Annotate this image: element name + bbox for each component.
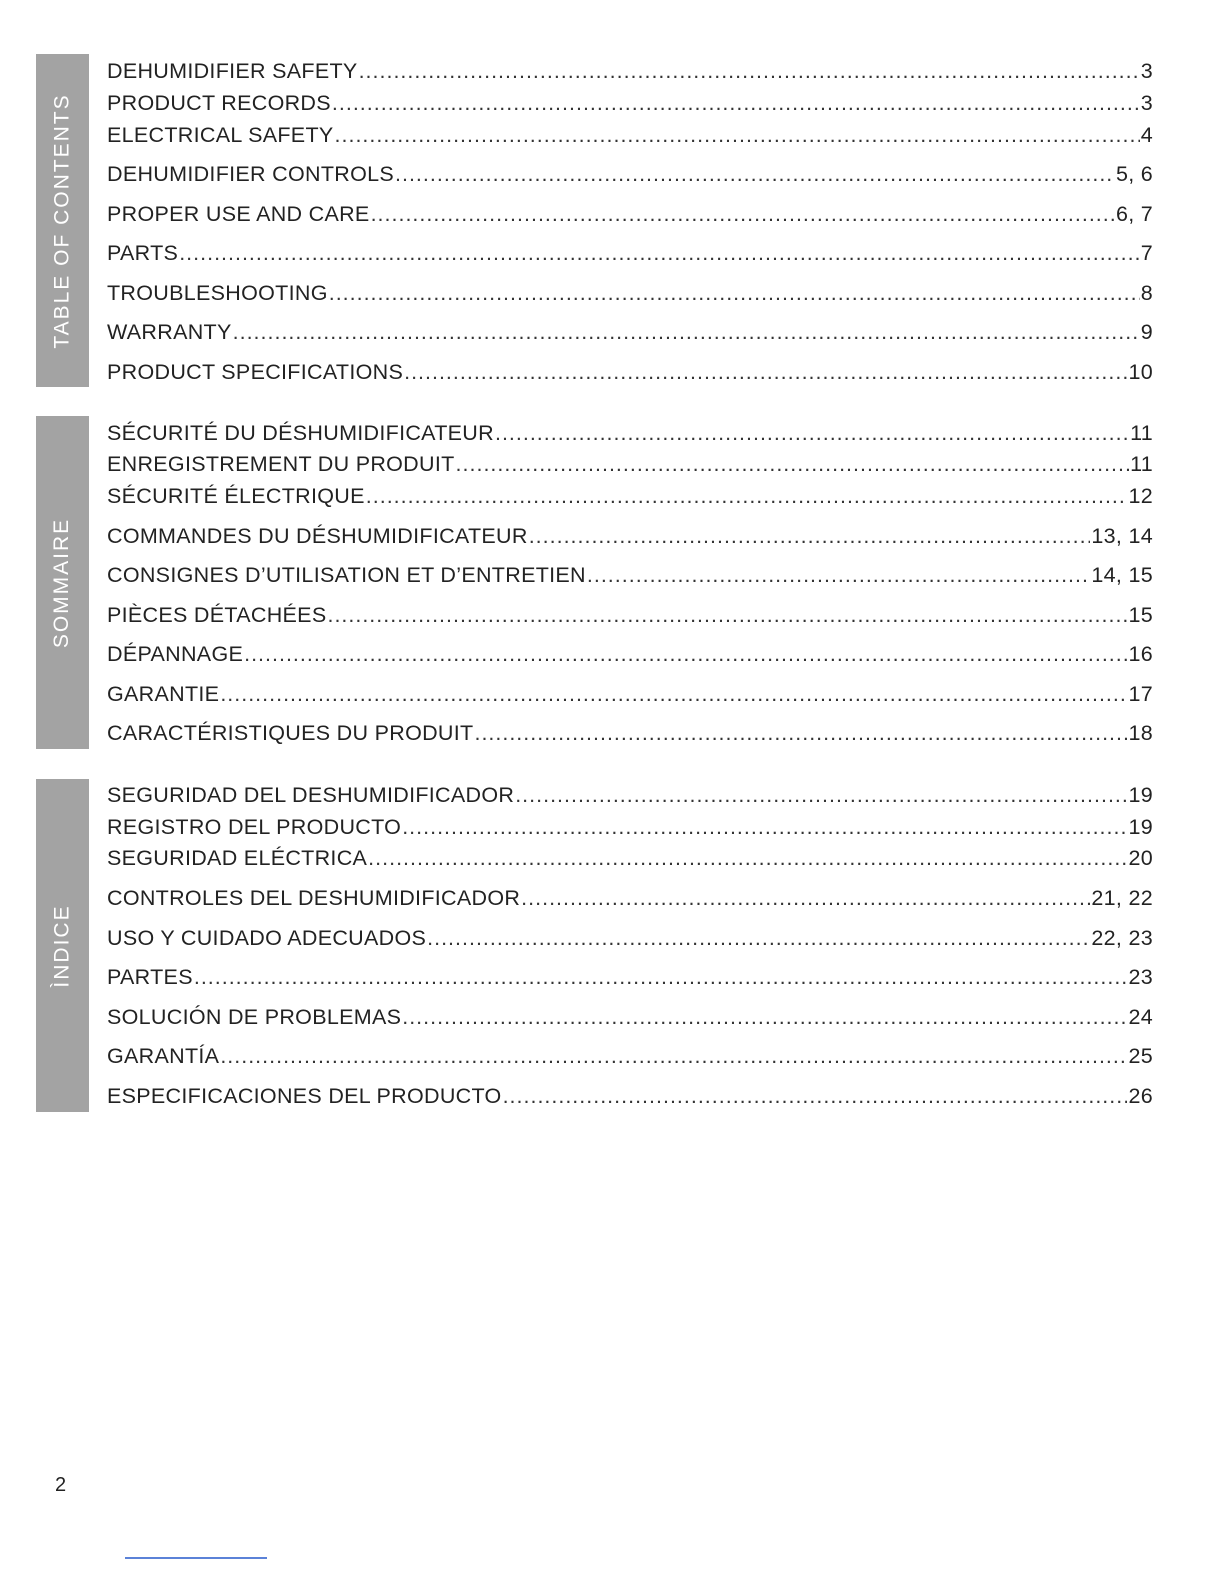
toc-entry-title: ESPECIFICACIONES DEL PRODUCTO [107,1084,502,1108]
toc-entry-title: DÉPANNAGE [107,642,244,666]
dot-leader [427,922,1090,954]
toc-entry-title: ENREGISTREMENT DU PRODUIT [107,452,455,476]
toc-entry-page: 13, 14 [1091,524,1153,548]
toc-entry-page: 16 [1128,642,1153,666]
toc-entry-title: PARTES [107,965,193,989]
toc-entry-title: DEHUMIDIFIER CONTROLS [107,162,395,186]
toc-entry-title: CONTROLES DEL DESHUMIDIFICADOR [107,886,521,910]
toc-entry-page: 22, 23 [1091,926,1153,950]
section-tab-label: SOMMAIRE [50,517,74,648]
toc-entry-page: 19 [1128,815,1153,839]
dot-leader [332,87,1140,119]
dot-leader [220,1040,1127,1072]
section-tab-label: ÌNDICE [50,903,74,988]
dot-leader [404,356,1127,388]
toc-entry[interactable] [107,237,1153,269]
toc-entry-page: 3 [1140,59,1153,83]
toc-entry[interactable] [107,316,1153,348]
toc-entry-page: 12 [1128,484,1153,508]
dot-leader [402,811,1127,843]
toc-entry-page: 23 [1128,965,1153,989]
toc-entry[interactable] [107,599,1153,631]
toc-entry-page: 15 [1128,603,1153,627]
toc-entry[interactable] [107,678,1153,710]
toc-entry-title: PARTS [107,241,179,265]
toc-entry-title: TROUBLESHOOTING [107,281,328,305]
toc-entry[interactable] [107,87,1153,119]
dot-leader [220,678,1127,710]
toc-entry-title: PRODUCT SPECIFICATIONS [107,360,404,384]
dot-leader [194,961,1128,993]
toc-entry-page: 14, 15 [1091,563,1153,587]
toc-entry[interactable] [107,448,1153,480]
toc-entry[interactable] [107,480,1153,512]
toc-entry-title: PROPER USE AND CARE [107,202,370,226]
dot-leader [366,480,1128,512]
toc-entry[interactable] [107,961,1153,993]
toc-entry[interactable] [107,55,1153,87]
toc-entry-title: SÉCURITÉ ÉLECTRIQUE [107,484,365,508]
toc-entry-page: 7 [1140,241,1153,265]
dot-leader [359,55,1140,87]
toc-section-spanish [36,779,1156,1112]
toc-entry-page: 17 [1128,682,1153,706]
toc-entry[interactable] [107,717,1153,749]
toc-entry-page: 4 [1140,123,1153,147]
toc-entry[interactable] [107,119,1153,151]
toc-entry-page: 8 [1140,281,1153,305]
toc-entry[interactable] [107,198,1153,230]
dot-leader [503,1080,1128,1112]
toc-entry[interactable] [107,1080,1153,1112]
dot-leader [244,638,1127,670]
toc-entry-title: SEGURIDAD DEL DESHUMIDIFICADOR [107,783,515,807]
section-tab [36,416,89,749]
toc-entry-title: REGISTRO DEL PRODUCTO [107,815,402,839]
toc-entry-title: SEGURIDAD ELÉCTRICA [107,846,368,870]
dot-leader [529,520,1091,552]
toc-entry[interactable] [107,779,1153,811]
toc-entry-title: COMMANDES DU DÉSHUMIDIFICATEUR [107,524,528,548]
toc-entry-title: SÉCURITÉ DU DÉSHUMIDIFICATEUR [107,421,494,445]
toc-entry-title: PRODUCT RECORDS [107,91,331,115]
dot-leader [371,198,1115,230]
dot-leader [495,417,1129,449]
toc-entry-page: 9 [1140,320,1153,344]
toc-section-french [36,416,1156,749]
dot-leader [402,1001,1127,1033]
toc-entry[interactable] [107,882,1153,914]
toc-entry-title: GARANTÍA [107,1044,220,1068]
toc-entry-title: CARACTÉRISTIQUES DU PRODUIT [107,721,474,745]
toc-entry-title: CONSIGNES D’UTILISATION ET D’ENTRETIEN [107,563,586,587]
page-number: 2 [55,1474,67,1496]
toc-entry[interactable] [107,520,1153,552]
toc-entry-page: 24 [1128,1005,1153,1029]
toc-entry[interactable] [107,1001,1153,1033]
dot-leader [587,559,1091,591]
toc-entry-page: 6, 7 [1115,202,1153,226]
toc-entry-page: 19 [1128,783,1153,807]
toc-entry-title: ELECTRICAL SAFETY [107,123,334,147]
toc-entry[interactable] [107,842,1153,874]
toc-entry-page: 3 [1140,91,1153,115]
footer-divider [125,1557,267,1559]
dot-leader [521,882,1090,914]
toc-entry[interactable] [107,356,1153,388]
dot-leader [456,448,1130,480]
toc-entry[interactable] [107,638,1153,670]
toc-entry-page: 10 [1128,360,1153,384]
toc-entry-page: 5, 6 [1115,162,1153,186]
section-tab [36,779,89,1112]
dot-leader [515,779,1127,811]
toc-entry-title: DEHUMIDIFIER SAFETY [107,59,358,83]
dot-leader [335,119,1140,151]
toc-entry-page: 18 [1128,721,1153,745]
toc-entry-title: USO Y CUIDADO ADECUADOS [107,926,427,950]
toc-entry[interactable] [107,922,1153,954]
toc-entry[interactable] [107,559,1153,591]
toc-entry-page: 26 [1128,1084,1153,1108]
toc-entry-page: 25 [1128,1044,1153,1068]
toc-entry[interactable] [107,1040,1153,1072]
toc-entry-page: 11 [1130,421,1153,445]
toc-entry[interactable] [107,158,1153,190]
toc-entry-title: SOLUCIÓN DE PROBLEMAS [107,1005,402,1029]
dot-leader [329,277,1140,309]
dot-leader [474,717,1127,749]
section-tab-label: TABLE OF CONTENTS [50,92,74,349]
section-tab [36,54,89,387]
toc-entry-page: 20 [1128,846,1153,870]
toc-entry-title: GARANTIE [107,682,220,706]
toc-entry[interactable] [107,811,1153,843]
toc-entry[interactable] [107,277,1153,309]
dot-leader [395,158,1115,190]
toc-entry-title: WARRANTY [107,320,232,344]
toc-entry-page: 21, 22 [1091,886,1153,910]
dot-leader [327,599,1127,631]
toc-entry-title: PIÈCES DÉTACHÉES [107,603,327,627]
dot-leader [368,842,1127,874]
toc-entry[interactable] [107,417,1153,449]
toc-entry-page: 11 [1130,452,1153,476]
toc-section-english [36,54,1156,387]
dot-leader [179,237,1140,269]
dot-leader [233,316,1140,348]
